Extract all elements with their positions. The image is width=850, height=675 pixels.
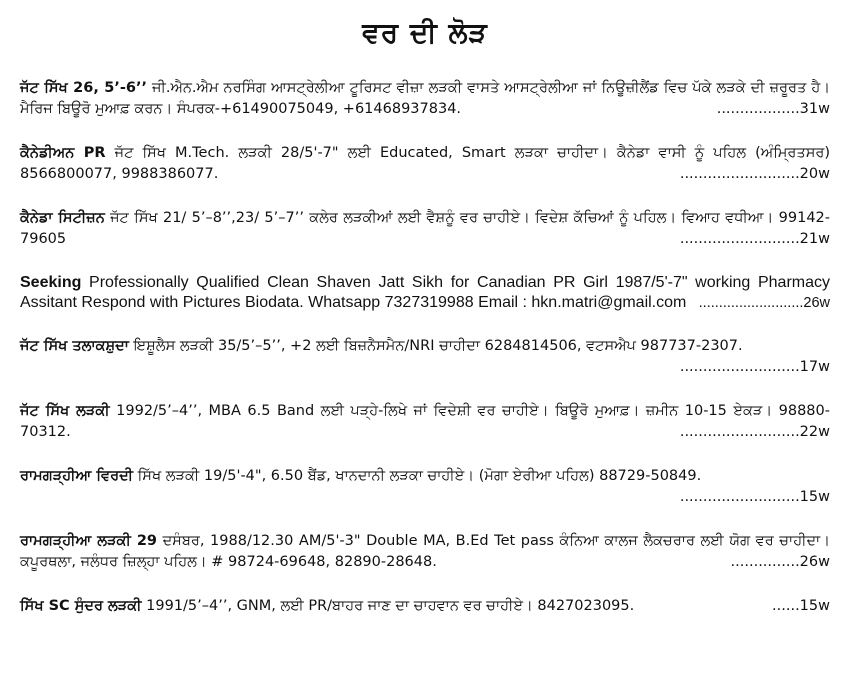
page-title: ਵਰ ਦੀ ਲੋੜ — [362, 16, 488, 49]
ad-lead: ਜੱਟ ਸਿੱਖ ਤਲਾਕਸ਼ੁਦਾ — [20, 338, 129, 354]
ad-8 — [20, 531, 830, 573]
ad-body: ਜੱਟ ਸਿੱਖ M.Tech. ਲੜਕੀ 28/5'-7" ਲਈ Educated, Smart ਲੜਕਾ ਚਾਹੀਦਾ। ਕੈਨੇਡਾ ਵਾਸੀ ਨੂੰ ਪਹਿਲ (ਅੰਮ੍ਰਿਤਸਰ) 8566800077, 9988386077. — [20, 145, 830, 182]
ad-lead: ਰਾਮਗੜ੍ਹੀਆ ਵਿਰਦੀ — [20, 468, 134, 484]
ad-code: ..........................26w — [698, 295, 830, 311]
ad-6 — [20, 401, 830, 443]
ad-9 — [20, 596, 830, 617]
ad-body: ਸਿੱਖ ਲੜਕੀ 19/5'-4", 6.50 ਬੈਂਡ, ਖਾਨਦਾਨੀ ਲੜਕਾ ਚਾਹੀਏ। (ਮੋਗਾ ਏਰੀਆ ਪਹਿਲ) 88729-50849. — [133, 468, 702, 484]
ad-text — [20, 273, 830, 313]
ad-code: ..........................21w — [679, 231, 830, 247]
ad-5 — [20, 336, 830, 378]
ad-body: ਜੱਟ ਸਿੱਖ 21/ 5’–8’’,23/ 5’–7’’ ਕਲੇਰ ਲੜਕੀਆਂ ਲਈ ਵੈਸ਼ਨੂੰ ਵਰ ਚਾਹੀਏ। ਵਿਦੇਸ਼ ਕੱਚਿਆਂ ਨੂੰ ਪਹਿਲ। ਵਿਆਹ ਵਧੀਆ। 99142-79605 — [20, 210, 830, 247]
ad-lead: Seeking — [20, 274, 82, 291]
ad-code: ..................31w — [716, 101, 830, 117]
ad-code: ..........................20w — [679, 166, 830, 182]
ad-lead: ਕੈਨੇਡਾ ਸਿਟੀਜ਼ਨ — [20, 210, 105, 226]
ad-text — [20, 143, 830, 185]
ad-3 — [20, 208, 830, 250]
ad-lead: ਜੱਟ ਸਿੱਖ 26, 5’-6’’ — [20, 80, 147, 96]
ad-code: ......15w — [772, 598, 830, 614]
ad-text — [20, 596, 830, 617]
ad-body: ਜੀ.ਐਨ.ਐਮ ਨਰਸਿੰਗ ਆਸਟ੍ਰੇਲੀਆ ਟੂਰਿਸਟ ਵੀਜ਼ਾ ਲੜਕੀ ਵਾਸਤੇ ਆਸਟ੍ਰੇਲੀਆ ਜਾਂ ਨਿਊਜ਼ੀਲੈਂਡ ਵਿਚ ਪੱਕੇ ਲੜਕੇ ਦੀ ਜ਼ਰੂਰਤ ਹੈ। ਮੈਰਿਜ ਬਿਊਰੋ ਮੁਆਫ਼ ਕਰਨ। ਸੰਪਰਕ-+61490075049, +61468937834. — [20, 80, 830, 117]
ad-2 — [20, 143, 830, 185]
ad-text — [20, 531, 830, 573]
ad-text — [20, 78, 830, 120]
ad-lead: ਰਾਮਗੜ੍ਹੀਆ ਲੜਕੀ 29 — [20, 533, 157, 549]
ad-4 — [20, 273, 830, 313]
ad-lead: ਜੱਟ ਸਿੱਖ ਲੜਕੀ — [20, 403, 110, 419]
ad-1 — [20, 78, 830, 120]
ad-text — [20, 336, 830, 375]
ad-code: ..........................22w — [679, 424, 830, 440]
ad-text — [20, 466, 830, 505]
ad-body: 1991/5’–4’’, GNM, ਲਈ PR/ਬਾਹਰ ਜਾਣ ਦਾ ਚਾਹਵਾਨ ਵਰ ਚਾਹੀਏ। 8427023095. — [141, 598, 635, 614]
ad-body: 1992/5’–4’’, MBA 6.5 Band ਲਈ ਪੜ੍ਹੇ-ਲਿਖੇ ਜਾਂ ਵਿਦੇਸ਼ੀ ਵਰ ਚਾਹੀਏ। ਬਿਊਰੋ ਮੁਆਫ਼। ਜ਼ਮੀਨ 10-15 ਏਕੜ। 98880-70312. — [20, 403, 830, 440]
ads-list — [20, 78, 830, 617]
ad-code: ..........................17w — [679, 359, 830, 375]
ad-7 — [20, 466, 830, 508]
ad-lead: ਕੈਨੇਡੀਅਨ PR — [20, 145, 106, 161]
ad-text — [20, 208, 830, 250]
ad-text — [20, 401, 830, 443]
ad-body: ਇਸ਼ੂਲੈਸ ਲੜਕੀ 35/5’–5’’, +2 ਲਈ ਬਿਜ਼ਨੈਸਮੈਨ/NRI ਚਾਹੀਦਾ 6284814506, ਵਟਸਐਪ 987737-2307. — [128, 338, 743, 354]
ad-code: ..........................15w — [679, 489, 830, 505]
ad-code: ...............26w — [730, 554, 830, 570]
ad-lead: ਸਿੱਖ SC ਸੁੰਦਰ ਲੜਕੀ — [20, 598, 142, 614]
ad-body: ਦਸੰਬਰ, 1988/12.30 AM/5'-3" Double MA, B.Ed Tet pass ਕੰਨਿਆ ਕਾਲਜ ਲੈਕਚਰਾਰ ਲਈ ਯੋਗ ਵਰ ਚਾਹੀਦਾ। ਕਪੂਰਥਲਾ, ਜਲੰਧਰ ਜ਼ਿਲ੍ਹਾ ਪਹਿਲ। # 98724-69648, 82890-28648. — [20, 533, 830, 570]
ad-body: Professionally Qualified Clean Shaven Jatt Sikh for Canadian PR Girl 1987/5'-7" working Pharmacy Assitant Respond with Pictures Biodata. Whatsapp 7327319988 Email : hkn.matri@gmail.com — [20, 274, 830, 311]
